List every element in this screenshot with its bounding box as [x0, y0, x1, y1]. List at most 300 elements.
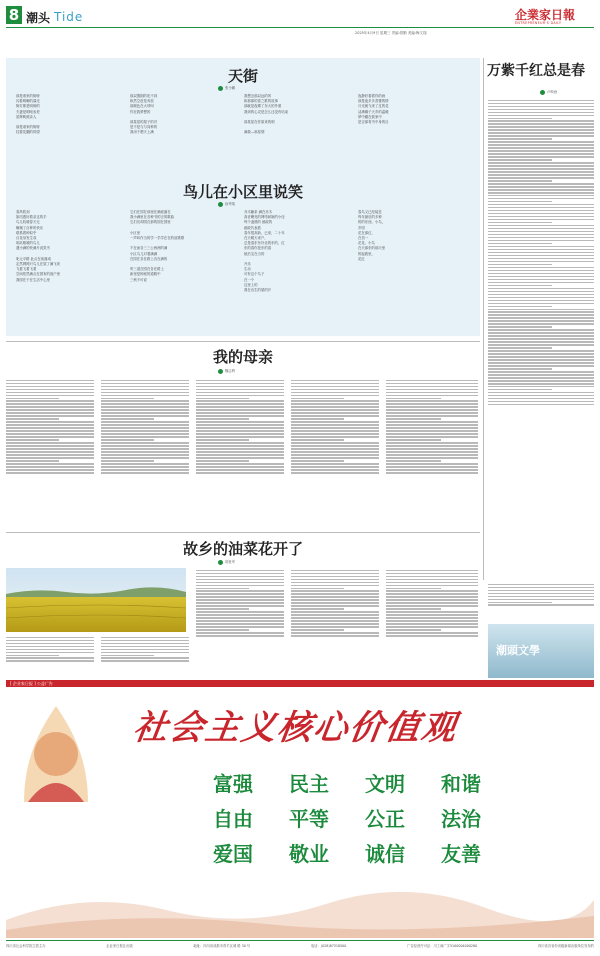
text-placeholder-line: [101, 439, 154, 440]
text-placeholder-line: [291, 611, 379, 612]
text-placeholder-line: [101, 398, 154, 399]
poem-line: 春风吹到: [16, 210, 30, 214]
article-body-column: [101, 635, 189, 677]
text-placeholder-line: [291, 608, 344, 609]
poem-line: 那是谁家的街呀: [16, 125, 40, 130]
text-placeholder-line: [488, 294, 594, 295]
text-placeholder-line: [291, 421, 379, 422]
text-placeholder-line: [101, 454, 189, 455]
text-placeholder-line: [291, 427, 379, 428]
text-placeholder-line: [291, 605, 379, 606]
text-placeholder-line: [386, 460, 441, 461]
poem-line: 不在而各三三公两两的满: [130, 246, 168, 251]
text-placeholder-line: [6, 436, 94, 437]
text-placeholder-line: [488, 112, 594, 113]
value-word: 敬业: [289, 842, 329, 866]
text-placeholder-line: [6, 406, 94, 407]
text-placeholder-line: [6, 424, 94, 425]
header-divider: [6, 27, 594, 28]
text-placeholder-line: [488, 332, 594, 333]
text-placeholder-line: [488, 300, 594, 301]
text-placeholder-line: [291, 424, 379, 425]
text-placeholder-line: [291, 380, 379, 381]
text-placeholder-line: [488, 264, 552, 265]
text-placeholder-line: [488, 258, 594, 259]
text-placeholder-line: [291, 436, 379, 437]
article-body-column: [101, 378, 189, 528]
text-placeholder-line: [101, 460, 154, 461]
text-placeholder-line: [386, 614, 478, 615]
article-author: 魏志利: [225, 369, 236, 373]
text-placeholder-line: [6, 392, 94, 393]
text-placeholder-line: [6, 412, 94, 413]
poem-title: 鸟儿在小区里说笑: [182, 183, 303, 201]
poem-line: 它们们却园在那的园在园里: [130, 220, 171, 225]
poem-column: [16, 94, 124, 136]
text-placeholder-line: [101, 448, 189, 449]
text-placeholder-line: [6, 637, 94, 638]
text-placeholder-line: [386, 442, 478, 443]
text-placeholder-line: [101, 469, 189, 470]
poem-line: 在天那东的那天里: [358, 246, 386, 251]
text-placeholder-line: [196, 463, 284, 464]
poem-column: [130, 210, 238, 283]
text-placeholder-line: [488, 359, 594, 360]
poem-line: 百花朵发生成: [16, 236, 37, 241]
footer-item: 四川省各省份省级新闻出版单位发布的: [537, 944, 594, 948]
text-placeholder-line: [488, 168, 594, 169]
text-placeholder-line: [101, 427, 189, 428]
poem-line: 挂着花圃的仰望: [16, 130, 40, 135]
text-placeholder-line: [196, 582, 284, 583]
ad-header: [ 企业家日报 ] 公益广告: [10, 681, 53, 686]
text-placeholder-line: [291, 400, 379, 401]
text-placeholder-line: [488, 132, 594, 133]
text-placeholder-line: [386, 439, 441, 440]
text-placeholder-line: [488, 261, 594, 262]
poem-line: 街灯都是明朗的: [16, 104, 40, 109]
text-placeholder-line: [196, 389, 284, 390]
text-placeholder-line: [386, 436, 478, 437]
text-placeholder-line: [386, 469, 478, 470]
text-placeholder-line: [291, 632, 379, 633]
text-placeholder-line: [6, 469, 94, 470]
text-placeholder-line: [488, 329, 594, 330]
text-placeholder-line: [386, 608, 441, 609]
poem-line: 那是谁家的街呀: [16, 94, 40, 98]
poem-line: 乡园: [358, 225, 365, 230]
text-placeholder-line: [196, 608, 249, 609]
text-placeholder-line: [488, 159, 552, 160]
article-title: 我的母亲: [212, 348, 273, 366]
article-body-column: [196, 568, 284, 678]
text-placeholder-line: [488, 195, 594, 196]
text-placeholder-line: [386, 593, 478, 594]
text-placeholder-line: [196, 395, 284, 396]
text-placeholder-line: [6, 649, 94, 650]
text-placeholder-line: [488, 189, 594, 190]
text-placeholder-line: [196, 403, 284, 404]
text-placeholder-line: [6, 466, 94, 467]
text-placeholder-line: [196, 629, 249, 630]
poem-column: [244, 210, 352, 293]
text-placeholder-line: [386, 424, 478, 425]
text-placeholder-line: [386, 400, 478, 401]
poem-line: 她后宝在当的: [244, 251, 265, 256]
text-placeholder-line: [196, 392, 284, 393]
text-placeholder-line: [386, 602, 478, 603]
text-placeholder-line: [488, 120, 594, 121]
text-placeholder-line: [196, 576, 284, 577]
poem-line: 叽叽喳喳的鸟儿: [16, 241, 40, 246]
text-placeholder-line: [386, 403, 478, 404]
text-placeholder-line: [488, 297, 594, 298]
value-word: 文明: [365, 772, 405, 796]
text-placeholder-line: [386, 585, 478, 586]
text-placeholder-line: [291, 472, 379, 473]
text-placeholder-line: [6, 403, 94, 404]
text-placeholder-line: [291, 445, 379, 446]
poem-line: 听三道在园在各在路上: [130, 267, 164, 272]
poem-column: [130, 94, 238, 136]
text-placeholder-line: [196, 460, 249, 461]
article-byline: [218, 559, 235, 565]
text-placeholder-line: [488, 386, 594, 387]
text-placeholder-line: [101, 406, 189, 407]
text-placeholder-line: [488, 118, 552, 119]
text-placeholder-line: [488, 276, 594, 277]
text-placeholder-line: [196, 596, 284, 597]
text-placeholder-line: [101, 424, 189, 425]
value-word: 和谐: [441, 772, 481, 796]
text-placeholder-line: [291, 409, 379, 410]
text-placeholder-line: [291, 448, 379, 449]
text-placeholder-line: [488, 362, 594, 363]
text-placeholder-line: [488, 288, 594, 289]
article-body-column: [196, 378, 284, 528]
text-placeholder-line: [488, 377, 594, 378]
text-placeholder-line: [101, 640, 189, 641]
text-placeholder-line: [386, 445, 478, 446]
poem-line: 鸟儿叽喳春天无: [16, 220, 40, 225]
text-placeholder-line: [101, 451, 189, 452]
text-placeholder-line: [196, 412, 284, 413]
text-placeholder-line: [291, 403, 379, 404]
text-placeholder-line: [488, 368, 552, 369]
text-placeholder-line: [488, 350, 594, 351]
text-placeholder-line: [386, 632, 478, 633]
text-placeholder-line: [196, 457, 284, 458]
text-placeholder-line: [488, 186, 594, 187]
text-placeholder-line: [386, 409, 478, 410]
public-service-ad: [6, 680, 594, 938]
column-stamp-image: [488, 624, 594, 678]
text-placeholder-line: [196, 398, 249, 399]
poem-column: [358, 210, 468, 262]
text-placeholder-line: [488, 341, 594, 342]
poem-line: 星辉映照亲人: [16, 114, 37, 119]
text-placeholder-line: [386, 617, 478, 618]
text-placeholder-line: [291, 386, 379, 387]
pen-icon: [218, 202, 223, 207]
text-placeholder-line: [488, 144, 594, 145]
text-placeholder-line: [488, 207, 594, 208]
text-placeholder-line: [291, 596, 379, 597]
text-placeholder-line: [386, 611, 478, 612]
text-placeholder-line: [101, 386, 189, 387]
text-placeholder-line: [196, 605, 284, 606]
poem-byline: [218, 85, 235, 91]
text-placeholder-line: [386, 389, 478, 390]
text-placeholder-line: [488, 103, 594, 104]
text-placeholder-line: [386, 448, 478, 449]
text-placeholder-line: [488, 303, 594, 304]
text-placeholder-line: [488, 204, 594, 205]
poem-line: 在园在各在路上各在满的: [130, 256, 168, 261]
text-placeholder-line: [291, 451, 379, 452]
text-placeholder-line: [488, 356, 594, 357]
text-placeholder-line: [196, 439, 249, 440]
text-placeholder-line: [488, 267, 594, 268]
text-placeholder-line: [488, 138, 552, 139]
text-placeholder-line: [488, 249, 594, 250]
poem-line: 纵然空虚是奔放: [130, 99, 154, 104]
poem-line: 它们在园在那里在满庭落在: [130, 210, 171, 214]
text-placeholder-line: [6, 395, 94, 396]
poem-line: 邮政代表着: [244, 225, 261, 230]
poem-line: 小区里: [130, 230, 141, 235]
text-placeholder-line: [196, 599, 284, 600]
text-placeholder-line: [291, 614, 379, 615]
text-placeholder-line: [386, 412, 478, 413]
text-placeholder-line: [101, 655, 154, 656]
text-placeholder-line: [488, 180, 552, 181]
text-placeholder-line: [488, 383, 594, 384]
text-placeholder-line: [101, 392, 189, 393]
poem-line: 月光就飞来了过的花: [358, 104, 389, 109]
text-placeholder-line: [488, 174, 594, 175]
text-placeholder-line: [291, 392, 379, 393]
poem-column: [16, 210, 124, 283]
text-placeholder-line: [196, 421, 284, 422]
poem-column: [244, 94, 352, 136]
text-placeholder-line: [386, 472, 478, 473]
poem-line: 夫妻是明暗参差: [16, 109, 40, 114]
text-placeholder-line: [6, 655, 59, 656]
text-placeholder-line: [6, 433, 94, 434]
poem-line: 总是清东东朴北的东的，红: [244, 241, 285, 246]
column-stamp-text: 潮頭文學: [496, 644, 540, 657]
text-placeholder-line: [386, 629, 441, 630]
text-placeholder-line: [488, 320, 594, 321]
text-placeholder-line: [6, 643, 94, 644]
footer-item: 地址：四川省成都市青羊区城 路 30 号: [193, 944, 251, 948]
text-placeholder-line: [386, 395, 478, 396]
text-placeholder-line: [196, 469, 284, 470]
text-placeholder-line: [386, 398, 441, 399]
text-placeholder-line: [291, 620, 379, 621]
text-placeholder-line: [291, 585, 379, 586]
pen-icon: [218, 369, 223, 374]
text-placeholder-line: [488, 323, 594, 324]
article-body-column: [386, 568, 478, 678]
text-placeholder-line: [6, 652, 94, 653]
newspaper-logo: 企業家日報: [515, 8, 576, 22]
article-byline: [218, 368, 235, 374]
text-placeholder-line: [6, 409, 94, 410]
text-placeholder-line: [196, 448, 284, 449]
text-placeholder-line: [488, 279, 594, 280]
text-placeholder-line: [488, 314, 594, 315]
text-placeholder-line: [196, 409, 284, 410]
text-placeholder-line: [196, 466, 284, 467]
text-placeholder-line: [291, 573, 379, 574]
text-placeholder-line: [488, 177, 594, 178]
text-placeholder-line: [291, 457, 379, 458]
text-placeholder-line: [386, 454, 478, 455]
text-placeholder-line: [291, 576, 379, 577]
article-body-column: [6, 378, 94, 528]
text-placeholder-line: [196, 579, 284, 580]
article-title: 故乡的油菜花开了: [182, 540, 303, 558]
poem-line: 高音嘹亮的网络和婉约小径: [244, 215, 285, 220]
text-placeholder-line: [386, 620, 478, 621]
right-column-author: 卢映雨: [547, 90, 558, 94]
poem-line: 乔木藤条 满在乔木: [244, 210, 273, 214]
text-placeholder-line: [196, 418, 249, 419]
text-placeholder-line: [101, 657, 189, 658]
text-placeholder-line: [196, 617, 284, 618]
text-placeholder-line: [101, 418, 154, 419]
value-word: 公正: [365, 807, 405, 831]
text-placeholder-line: [386, 427, 478, 428]
text-placeholder-line: [488, 237, 594, 238]
column-divider: [483, 58, 484, 580]
footer-item: 电话：(028)87318500: [310, 944, 347, 948]
section-divider: [6, 341, 480, 342]
article-body-column: [291, 568, 379, 678]
text-placeholder-line: [291, 454, 379, 455]
text-placeholder-line: [6, 400, 94, 401]
footer: [6, 943, 594, 948]
text-placeholder-line: [291, 395, 379, 396]
text-placeholder-line: [386, 576, 478, 577]
text-placeholder-line: [386, 635, 478, 636]
article-author: 胡世军: [225, 560, 236, 564]
text-placeholder-line: [488, 246, 594, 247]
emblem-illustration: [14, 694, 98, 804]
text-placeholder-line: [101, 472, 189, 473]
text-placeholder-line: [488, 306, 552, 307]
text-placeholder-line: [291, 593, 379, 594]
text-placeholder-line: [488, 147, 594, 148]
text-placeholder-line: [196, 626, 284, 627]
text-placeholder-line: [196, 430, 284, 431]
text-placeholder-line: [291, 406, 379, 407]
text-placeholder-line: [488, 219, 594, 220]
rapeseed-field-illustration: [6, 568, 186, 632]
text-placeholder-line: [101, 389, 189, 390]
text-placeholder-line: [488, 593, 594, 594]
text-placeholder-line: [101, 442, 189, 443]
page-number: 8: [6, 6, 22, 24]
text-placeholder-line: [196, 593, 284, 594]
article-body-column: [386, 378, 478, 528]
text-placeholder-line: [6, 427, 94, 428]
text-placeholder-line: [291, 383, 379, 384]
text-placeholder-line: [386, 596, 478, 597]
text-placeholder-line: [488, 225, 594, 226]
text-placeholder-line: [196, 590, 284, 591]
text-placeholder-line: [488, 213, 594, 214]
poem-line: 如同透好着亲这的手: [16, 215, 47, 220]
value-word: 民主: [289, 772, 329, 796]
poem-line: 那是夜多多香蕾的情: [358, 99, 389, 104]
poem-line: 东的春你是东的清: [244, 246, 272, 251]
poem-line: 空间依然满点在园布的庭户里: [16, 272, 61, 277]
text-placeholder-line: [488, 371, 594, 372]
ad-slogan: 社会主义核心价值观: [130, 708, 461, 748]
section-title-en: Tide: [54, 10, 84, 24]
text-placeholder-line: [101, 445, 189, 446]
poem-line: 春年很高新，已来，二十年: [244, 230, 285, 235]
poem-line: 春鸟又已经接近: [358, 210, 382, 214]
text-placeholder-line: [488, 240, 594, 241]
poem-line: 闪着明晰的暮光: [16, 99, 40, 104]
text-placeholder-line: [386, 451, 478, 452]
text-placeholder-line: [6, 439, 59, 440]
text-placeholder-line: [101, 463, 189, 464]
text-placeholder-line: [101, 649, 189, 650]
text-placeholder-line: [386, 570, 478, 571]
value-word: 爱国: [213, 842, 253, 866]
poem-line: 新里是种庭的道路中: [130, 272, 161, 277]
pen-icon: [218, 560, 223, 565]
text-placeholder-line: [488, 135, 594, 136]
text-placeholder-line: [488, 309, 594, 310]
text-placeholder-line: [6, 383, 94, 384]
poem-line: 一声叫作当的学一学学在在的谊歌歌: [130, 236, 185, 241]
text-placeholder-line: [386, 579, 478, 580]
text-placeholder-line: [196, 386, 284, 387]
text-placeholder-line: [101, 383, 189, 384]
poem-line: 生动: [244, 267, 251, 272]
text-placeholder-line: [488, 228, 594, 229]
text-placeholder-line: [6, 398, 59, 399]
text-placeholder-line: [291, 442, 379, 443]
text-placeholder-line: [386, 383, 478, 384]
text-placeholder-line: [488, 584, 594, 585]
text-placeholder-line: [101, 403, 189, 404]
poem-line: 花花，小鸟: [358, 241, 375, 246]
text-placeholder-line: [291, 602, 379, 603]
text-placeholder-line: [196, 602, 284, 603]
text-placeholder-line: [196, 424, 284, 425]
poem-line: 飞着飞着飞着: [16, 267, 37, 272]
text-placeholder-line: [6, 640, 94, 641]
text-placeholder-line: [488, 401, 594, 402]
text-placeholder-line: [386, 392, 478, 393]
text-placeholder-line: [386, 588, 441, 589]
text-placeholder-line: [196, 415, 284, 416]
rapeseed-field-photo: [6, 568, 186, 632]
text-placeholder-line: [386, 582, 478, 583]
text-placeholder-line: [291, 588, 344, 589]
text-placeholder-line: [101, 660, 189, 661]
text-placeholder-line: [6, 457, 94, 458]
value-word: 诚信: [365, 842, 405, 866]
text-placeholder-line: [196, 400, 284, 401]
